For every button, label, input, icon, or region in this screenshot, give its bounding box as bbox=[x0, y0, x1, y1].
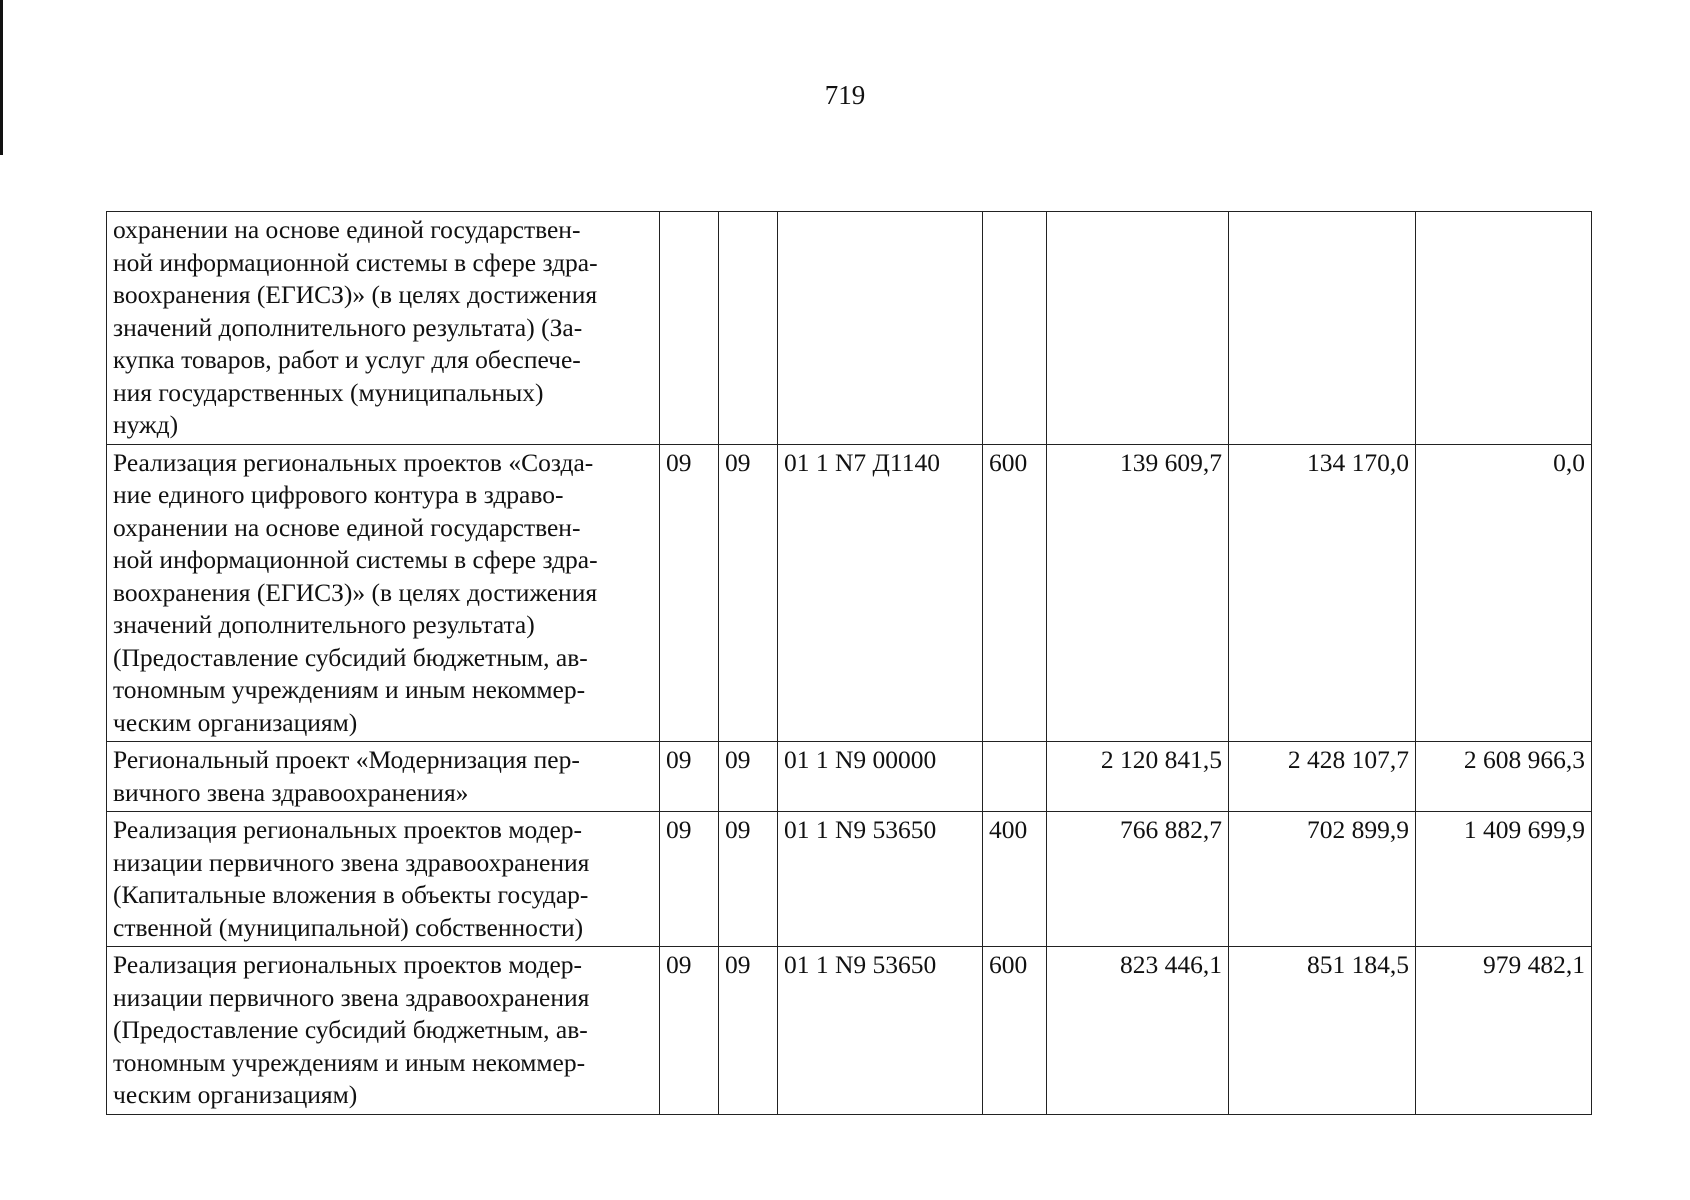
row-name-line: ние единого цифрового контура в здраво- bbox=[113, 480, 564, 509]
row-name-line: Реализация региональных проектов «Созда- bbox=[113, 447, 594, 477]
budget-table bbox=[106, 211, 1592, 1115]
amount-year3-cell: 0,0 bbox=[1416, 444, 1592, 742]
subsection-code-cell: 09 bbox=[719, 742, 778, 812]
amount-year2-cell: 134 170,0 bbox=[1229, 444, 1416, 742]
amount-year1-cell: 766 882,7 bbox=[1047, 812, 1229, 947]
target-article-cell: 01 1 N9 00000 bbox=[778, 742, 983, 812]
amount-year3-cell: 979 482,1 bbox=[1416, 947, 1592, 1115]
expense-type-cell: 400 bbox=[983, 812, 1047, 947]
target-article-cell: 01 1 N9 53650 bbox=[778, 812, 983, 947]
budget-table-body bbox=[107, 212, 1592, 1115]
row-name-line: Реализация региональных проектов модер- bbox=[113, 815, 583, 844]
row-name-line: купка товаров, работ и услуг для обеспече- bbox=[113, 345, 581, 374]
amount-year3-cell: 1 409 699,9 bbox=[1416, 812, 1592, 947]
row-name-line: ния государственных (муниципальных) bbox=[113, 377, 544, 407]
amount-year2-cell: 702 899,9 bbox=[1229, 812, 1416, 947]
row-name-line: воохранения (ЕГИСЗ)» (в целях достижения bbox=[113, 577, 598, 607]
page-number: 719 bbox=[824, 80, 866, 110]
subsection-code-cell: 09 bbox=[719, 947, 778, 1115]
table-row bbox=[107, 444, 1592, 742]
expense-type-cell bbox=[983, 742, 1047, 812]
section-code-cell: 09 bbox=[660, 742, 719, 812]
row-name-line: охранении на основе единой государствен- bbox=[113, 215, 581, 244]
table-row bbox=[107, 212, 1592, 445]
amount-year3-cell bbox=[1416, 212, 1592, 445]
row-name-line: вичного звена здравоохранения» bbox=[113, 777, 469, 807]
row-name-line: (Капитальные вложения в объекты государ- bbox=[113, 880, 589, 909]
row-name-line: ственной (муниципальной) собственности) bbox=[113, 912, 584, 942]
row-name-line: воохранения (ЕГИСЗ)» (в целях достижения bbox=[113, 280, 598, 309]
section-code-cell: 09 bbox=[660, 947, 719, 1115]
row-name-line: ческим организациям) bbox=[113, 1080, 358, 1109]
amount-year1-cell: 2 120 841,5 bbox=[1047, 742, 1229, 812]
section-code-cell bbox=[660, 212, 719, 445]
row-name-line: ческим организациям) bbox=[113, 707, 358, 737]
row-name-line: ной информационной системы в сфере здра- bbox=[113, 247, 598, 277]
section-code-cell: 09 bbox=[660, 444, 719, 742]
target-article-cell: 01 1 N9 53650 bbox=[778, 947, 983, 1115]
row-name-line: (Предоставление субсидий бюджетным, ав- bbox=[113, 1015, 588, 1044]
row-name-line: нужд) bbox=[113, 410, 179, 439]
amount-year3-cell: 2 608 966,3 bbox=[1416, 742, 1592, 812]
row-name-line: значений дополнительного результата) (За- bbox=[113, 312, 583, 342]
expense-type-cell bbox=[983, 212, 1047, 445]
row-name-line: Реализация региональных проектов модер- bbox=[113, 950, 583, 979]
amount-year2-cell bbox=[1229, 212, 1416, 445]
row-name-cell bbox=[107, 212, 660, 445]
subsection-code-cell: 09 bbox=[719, 812, 778, 947]
expense-type-cell: 600 bbox=[983, 444, 1047, 742]
row-name-line: тономным учреждениям и иным некоммер- bbox=[113, 1047, 586, 1077]
subsection-code-cell bbox=[719, 212, 778, 445]
amount-year1-cell: 139 609,7 bbox=[1047, 444, 1229, 742]
row-name-cell bbox=[107, 444, 660, 742]
amount-year2-cell: 2 428 107,7 bbox=[1229, 742, 1416, 812]
row-name-line: тономным учреждениям и иным некоммер- bbox=[113, 675, 586, 704]
row-name-line: значений дополнительного результата) bbox=[113, 610, 535, 639]
row-name-cell bbox=[107, 947, 660, 1115]
row-name-line: низации первичного звена здравоохранения bbox=[113, 847, 590, 877]
subsection-code-cell: 09 bbox=[719, 444, 778, 742]
amount-year2-cell: 851 184,5 bbox=[1229, 947, 1416, 1115]
table-row bbox=[107, 947, 1592, 1115]
table-row bbox=[107, 812, 1592, 947]
row-name-cell bbox=[107, 812, 660, 947]
target-article-cell: 01 1 N7 Д1140 bbox=[778, 444, 983, 742]
section-code-cell: 09 bbox=[660, 812, 719, 947]
row-name-line: охранении на основе единой государствен- bbox=[113, 512, 581, 542]
row-name-line: низации первичного звена здравоохранения bbox=[113, 982, 590, 1012]
amount-year1-cell: 823 446,1 bbox=[1047, 947, 1229, 1115]
row-name-line: ной информационной системы в сфере здра- bbox=[113, 545, 598, 574]
row-name-cell bbox=[107, 742, 660, 812]
amount-year1-cell bbox=[1047, 212, 1229, 445]
row-name-line: (Предоставление субсидий бюджетным, ав- bbox=[113, 642, 588, 672]
expense-type-cell: 600 bbox=[983, 947, 1047, 1115]
table-row bbox=[107, 742, 1592, 812]
target-article-cell bbox=[778, 212, 983, 445]
row-name-line: Региональный проект «Модернизация пер- bbox=[113, 745, 580, 774]
